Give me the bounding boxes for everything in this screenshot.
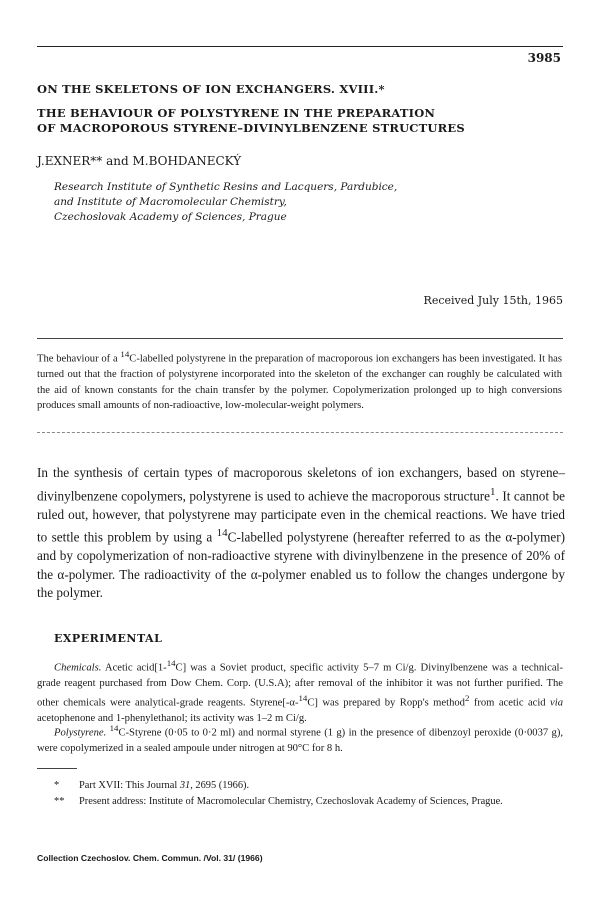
polystyrene-paragraph: Polystyrene. $^{14}$C-Styrene (0·05 to 0·2 ml) and normal styrene (1 g) in the presence of dibenzoyl peroxide (0·0037 g), were copolymerized in a sealed ampoule under nitrogen at 90°C for 8 h. xyxy=(37,723,563,754)
affiliation-line-2: and Institute of Macromolecular Chemistry, xyxy=(54,196,287,208)
footnote-1: * Part XVII: This Journal 31, 2695 (1966). xyxy=(54,780,250,791)
page-number: 3985 xyxy=(527,51,561,65)
footnote-rule xyxy=(37,768,77,769)
affiliation-line-3: Czechoslovak Academy of Sciences, Prague xyxy=(54,211,287,223)
abstract-bottom-rule xyxy=(37,432,563,433)
journal-footer: Collection Czechoslov. Chem. Commun. /Vol. 31/ (1966) xyxy=(37,853,263,863)
section-heading-experimental: EXPERIMENTAL xyxy=(54,632,163,645)
abstract-top-rule xyxy=(37,338,563,339)
header-rule xyxy=(37,46,563,47)
abstract: The behaviour of a $^{14}$C-labelled polystyrene in the preparation of macroporous ion exchangers has been investigated. It has turned out that the fraction of polystyrene incorporated into the skeleton of the exchanger can roughly be calculated with the aid of known constants for the chain transfer by the polymer. Copolymerization prolonged up to high conversions produces small amounts of non-radioactive, low-molecular-weight polymers. xyxy=(37,349,563,412)
chemicals-paragraph: Chemicals. Acetic acid[1-$^{14}$C] was a Soviet product, specific activity 5–7 m Ci/g. Divinylbenzene was a technical-grade reagent purchased from Dow Chem. Corp. (U.S.A); after removal of the inhibitor it was not further purified. The other chemicals were analytical-grade reagents. Styrene[-α-$^{14}$C] was prepared by Ropp's method$^2$ from acetic acid via acetophenone and 1-phenylethanol; its activity was 1–2 m Ci/g. xyxy=(37,658,563,724)
title-line-1: ON THE SKELETONS OF ION EXCHANGERS. XVIII.* xyxy=(37,82,385,96)
authors: J.EXNER** and M.BOHDANECKÝ xyxy=(37,154,242,168)
introduction-paragraph: In the synthesis of certain types of macroporous skeletons of ion exchangers, based on styrene–divinylbenzene copolymers, polystyrene is used to achieve the macroporous structure$^1$. It cannot be ruled out, however, that polystyrene may participate even in the chemical reactions. We have tried to settle this problem by using a $^{14}$C-labelled polystyrene (hereafter referred to as the α-polymer) and by copolymerization of non-radioactive styrene with divinylbenzene in the presence of 20% of the α-polymer. The radioactivity of the α-polymer enabled us to follow the changes undergone by the polymer. xyxy=(37,465,566,601)
footnote-2: ** Present address: Institute of Macromolecular Chemistry, Czechoslovak Academy of Sciences, Prague. xyxy=(54,796,503,807)
title-line-2: THE BEHAVIOUR OF POLYSTYRENE IN THE PREPARATION xyxy=(37,106,436,120)
title-line-3: OF MACROPOROUS STYRENE–DIVINYLBENZENE STRUCTURES xyxy=(37,121,465,135)
received-date: Received July 15th, 1965 xyxy=(423,294,563,307)
affiliation-line-1: Research Institute of Synthetic Resins and Lacquers, Pardubice, xyxy=(54,181,398,193)
